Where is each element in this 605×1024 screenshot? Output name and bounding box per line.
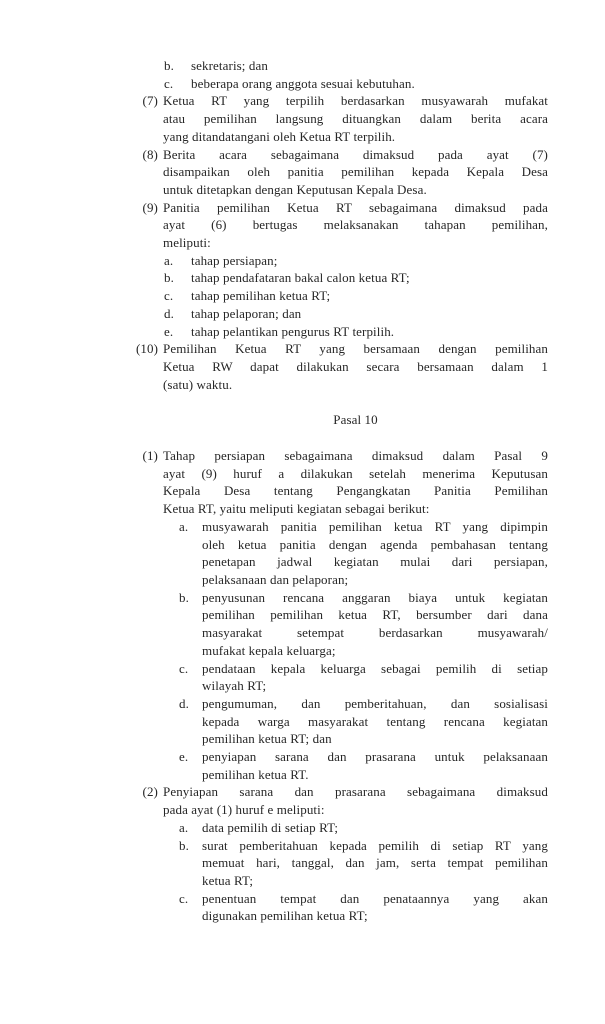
text-line: surat pemberitahuan kepada pemilih di setiap RT yang: [202, 837, 548, 853]
item-marker: (7): [142, 93, 158, 109]
text-line: sekretaris; dan: [191, 58, 268, 73]
section-heading: Pasal 10: [333, 412, 378, 428]
item-marker: d.: [179, 695, 189, 711]
item-marker: a.: [179, 819, 189, 835]
alpha-item: [163, 589, 548, 660]
text-line: data pemilih di setiap RT;: [202, 819, 339, 835]
ayat-item: [142, 447, 548, 518]
item-marker: c.: [164, 288, 174, 304]
alpha-item: [163, 305, 548, 323]
alpha-item: [163, 287, 548, 305]
text-line: yang ditandatangani oleh Ketua RT terpilih.: [163, 128, 396, 144]
item-marker: e.: [179, 749, 189, 765]
text-line: Ketua RW dapat dilakukan secara bersamaan dalam 1: [163, 358, 548, 374]
text-line: Ketua RT yang terpilih berdasarkan musyawarah mufakat: [163, 93, 548, 109]
text-line: kepada warga masyarakat tentang rencana kegiatan: [202, 713, 548, 729]
text-line: pada ayat (1) huruf e meliputi:: [163, 802, 325, 818]
text-line: memuat hari, tanggal, dan jam, serta tempat pemilihan: [202, 855, 548, 871]
item-marker: (1): [142, 448, 158, 464]
text-line: oleh ketua panitia dengan agenda pembahasan tentang: [202, 536, 548, 552]
text-line: Panitia pemilihan Ketua RT sebagaimana dimaksud pada: [163, 199, 548, 215]
item-marker: a.: [179, 518, 189, 534]
item-marker: b.: [164, 58, 174, 73]
text-line: penetapan jadwal kegiatan mulai dari persiapan,: [202, 554, 548, 570]
text-line: mufakat kepala keluarga;: [202, 642, 336, 658]
text-line: atau pemilihan langsung dituangkan dalam berita acara: [163, 111, 548, 127]
text-line: Penyiapan sarana dan prasarana sebagaimana dimaksud: [163, 784, 548, 800]
item-marker: e.: [164, 323, 174, 339]
text-line: Ketua RT, yaitu meliputi kegiatan sebagai berikut:: [163, 501, 430, 517]
text-line: ketua RT;: [202, 872, 254, 888]
text-line: Tahap persiapan sebagaimana dimaksud dalam Pasal 9: [163, 448, 548, 464]
text-line: pelaksanaan dan pelaporan;: [202, 571, 349, 587]
alpha-item: [163, 269, 548, 287]
text-line: Pemilihan Ketua RT yang bersamaan dengan pemilihan: [163, 341, 548, 357]
text-line: tahap pelaporan; dan: [191, 305, 302, 321]
text-line: penentuan tempat dan penataannya yang akan: [202, 890, 548, 906]
text-line: pemilihan ketua RT; dan: [202, 731, 332, 747]
item-marker: a.: [164, 252, 174, 268]
item-marker: b.: [179, 589, 189, 605]
alpha-item: [163, 75, 548, 93]
text-line: ayat (6) bertugas melaksanakan tahapan pemilihan,: [163, 217, 548, 233]
text-line: tahap pemilihan ketua RT;: [191, 288, 331, 304]
ayat-item: [142, 146, 548, 199]
ayat-item: [142, 199, 548, 252]
alpha-item: [163, 748, 548, 783]
text-line: penyiapan sarana dan prasarana untuk pelaksanaan: [202, 749, 548, 765]
item-marker: c.: [179, 890, 189, 906]
item-marker: (2): [142, 784, 158, 800]
text-line: tahap pelantikan pengurus RT terpilih.: [191, 323, 395, 339]
text-line: musyawarah panitia pemilihan ketua RT yang dipimpin: [202, 518, 548, 534]
alpha-item: [163, 57, 548, 75]
item-marker: (9): [142, 199, 158, 215]
text-line: ayat (9) huruf a dilakukan setelah menerima Keputusan: [163, 465, 548, 481]
text-line: penyusunan rencana anggaran biaya untuk kegiatan: [202, 589, 548, 605]
item-marker: c.: [164, 75, 174, 91]
ayat-item: [142, 783, 548, 818]
document-content: [137, 57, 548, 925]
text-line: disampaikan oleh panitia pemilihan kepada Kepala Desa: [163, 164, 548, 180]
text-line: untuk ditetapkan dengan Keputusan Kepala Desa.: [163, 181, 427, 197]
alpha-item: [163, 695, 548, 748]
text-line: pengumuman, dan pemberitahuan, dan sosialisasi: [202, 695, 548, 711]
alpha-item: [163, 819, 548, 837]
text-line: Berita acara sebagaimana dimaksud pada ayat (7): [163, 146, 548, 162]
text-line: Kepala Desa tentang Pengangkatan Panitia Pemilihan: [163, 483, 548, 499]
item-marker: b.: [164, 270, 174, 286]
text-line: (satu) waktu.: [163, 376, 233, 392]
item-marker: b.: [179, 837, 189, 853]
text-line: meliputi:: [163, 235, 211, 251]
ayat-item: [135, 340, 548, 393]
alpha-item: [163, 660, 548, 695]
text-line: pemilihan pemilihan ketua RT, bersumber dari dana: [202, 607, 548, 623]
text-line: tahap pendafataran bakal calon ketua RT;: [191, 270, 410, 286]
alpha-item: [163, 518, 548, 589]
item-marker: (10): [135, 341, 158, 357]
ayat-item: [142, 92, 548, 145]
text-line: beberapa orang anggota sesuai kebutuhan.: [191, 75, 415, 91]
text-line: pendataan kepala keluarga sebagai pemilih di setiap: [202, 660, 548, 676]
text-line: wilayah RT;: [202, 678, 267, 694]
alpha-item: [163, 890, 548, 925]
item-marker: c.: [179, 660, 189, 676]
item-marker: d.: [164, 305, 174, 321]
item-marker: (8): [142, 146, 158, 162]
alpha-item: [163, 837, 548, 890]
alpha-item: [163, 252, 548, 270]
text-line: digunakan pemilihan ketua RT;: [202, 908, 368, 924]
text-line: tahap persiapan;: [191, 252, 278, 268]
alpha-item: [163, 323, 548, 341]
text-line: pemilihan ketua RT.: [202, 766, 309, 782]
text-line: masyarakat setempat berdasarkan musyawarah/: [202, 625, 548, 641]
